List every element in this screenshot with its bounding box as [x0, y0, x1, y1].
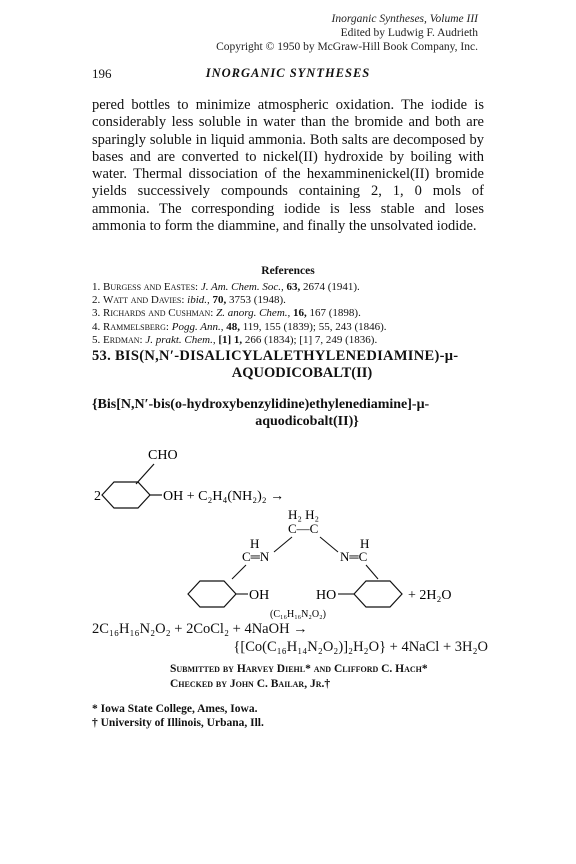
- cho-group: CHO: [148, 448, 178, 463]
- reference-number: 4.: [92, 320, 101, 333]
- equation-line-1: 2C₁₆H₁₆N₂O₂ + 2CoCl₂ + 4NaOH →: [92, 621, 308, 637]
- cn-left: C═N: [242, 549, 270, 564]
- series-title: Inorganic Syntheses, Volume III: [331, 13, 478, 25]
- h2-h2: H₂ H₂: [288, 507, 320, 522]
- benzene-ring-left: [188, 581, 236, 607]
- footnotes: [92, 702, 492, 730]
- ho-right: HO: [316, 588, 337, 603]
- reference-pages: 2674 (1941).: [302, 281, 360, 293]
- reference-number: 5.: [92, 333, 101, 346]
- reference-authors: Burgess and Eastes:: [103, 281, 199, 293]
- bond-ring-right: [366, 565, 378, 579]
- reference-journal: Z. anorg. Chem.,: [216, 307, 291, 320]
- reference-number: 2.: [92, 294, 101, 307]
- reference-volume: [1] 1,: [218, 333, 243, 346]
- reference-volume: 70,: [212, 294, 227, 307]
- checked-line: Checked by John C. Bailar, Jr.†: [170, 678, 331, 690]
- coefficient: 2: [94, 489, 101, 504]
- section-title-line-2: AQUODICOBALT(II): [231, 365, 373, 381]
- alternative-name-line-2: aquodicobalt(II)}: [255, 414, 359, 429]
- alternative-name-line-1: {Bis[N,N′-bis(o-hydroxybenzylidine)ethylenediamine]-μ-: [92, 397, 430, 412]
- product-formula: (C₁₆H₁₆N₂O₂): [270, 609, 326, 620]
- reference-pages: 266 (1834); [1] 7, 249 (1836).: [244, 333, 378, 346]
- reference-number: 3.: [92, 307, 101, 320]
- copyright-block: [216, 12, 478, 54]
- references-list: [92, 281, 492, 347]
- reference-authors: Erdman:: [103, 333, 143, 346]
- reaction-scheme: [92, 440, 492, 620]
- benzene-ring-right: [354, 581, 402, 607]
- running-head: [92, 66, 484, 84]
- bond-left: [274, 537, 292, 552]
- reference-journal: ibid.,: [187, 294, 210, 307]
- reference-item: [92, 294, 492, 307]
- footnote-1: * Iowa State College, Ames, Iowa.: [92, 703, 258, 715]
- body-paragraph: pered bottles to minimize atmospheric oxidation. The iodide is considerably less soluble in water than the bromide and both are sparingly soluble in liquid ammonia. Both salts are decomposed by bases and are converted to nickel(II) hydroxide by boiling with water. Thermal dissociation of the hexamminenickel(II) bromide yields successively compounds containing 2, 1, 0 mols of ammonia. The corresponding iodide is less stable and loses ammonia to form the diammine, and finally the unsolvated iodide.: [92, 97, 484, 235]
- bond-right: [320, 537, 338, 552]
- submitted-line: Submitted by Harvey Diehl* and Clifford C. Hach*: [170, 663, 428, 675]
- reference-item: [92, 281, 492, 294]
- c-c-bond: C—C: [288, 521, 319, 536]
- cho-bond: [136, 464, 154, 484]
- page-number: 196: [92, 66, 112, 81]
- reference-authors: Rammelsberg:: [103, 320, 169, 333]
- equation-line-2: {[Co(C₁₆H₁₄N₂O₂)]₂H₂O} + 4NaCl + 3H₂O: [233, 639, 488, 655]
- reference-item: [92, 334, 492, 347]
- plus-water: + 2H₂O: [408, 588, 452, 603]
- h-right: H: [360, 536, 370, 551]
- section-title-line-1: 53. BIS(N,N′-DISALICYLALETHYLENEDIAMINE)-μ-: [92, 348, 459, 364]
- section-title: [92, 348, 492, 382]
- reference-pages: 167 (1898).: [309, 307, 361, 320]
- reference-pages: 3753 (1948).: [229, 294, 286, 307]
- bond-ring-left: [232, 565, 246, 579]
- reference-number: 1.: [92, 281, 101, 293]
- reference-item: [92, 321, 492, 334]
- reference-volume: 48,: [226, 320, 240, 333]
- footnote-2: † University of Illinois, Urbana, Ill.: [92, 717, 264, 729]
- reactant-equation: OH + C₂H₄(NH₂)₂ →: [163, 489, 285, 504]
- reference-item: [92, 307, 492, 320]
- submitted-by: [170, 662, 490, 692]
- oh-left: OH: [249, 588, 270, 603]
- reference-journal: Pogg. Ann.,: [171, 320, 224, 333]
- nc-right: N═C: [340, 549, 368, 564]
- body-text: [92, 97, 484, 235]
- reference-volume: 63,: [286, 281, 301, 293]
- h-left: H: [250, 536, 260, 551]
- reference-authors: Watt and Davies:: [103, 294, 185, 307]
- editor-line: Edited by Ludwig F. Audrieth: [340, 27, 478, 39]
- reference-journal: J. prakt. Chem.,: [145, 333, 216, 346]
- reference-authors: Richards and Cushman:: [103, 307, 214, 320]
- reference-volume: 16,: [293, 307, 307, 320]
- references-heading: References: [261, 265, 315, 277]
- running-title: INORGANIC SYNTHESES: [205, 66, 371, 80]
- reference-pages: 119, 155 (1839); 55, 243 (1846).: [242, 320, 387, 333]
- copyright-notice: Copyright © 1950 by McGraw-Hill Book Company, Inc.: [216, 41, 478, 53]
- benzene-ring-reactant: [102, 482, 150, 508]
- reference-journal: J. Am. Chem. Soc.,: [200, 281, 284, 293]
- cobalt-equation: [92, 620, 492, 656]
- alternative-name: [92, 396, 492, 430]
